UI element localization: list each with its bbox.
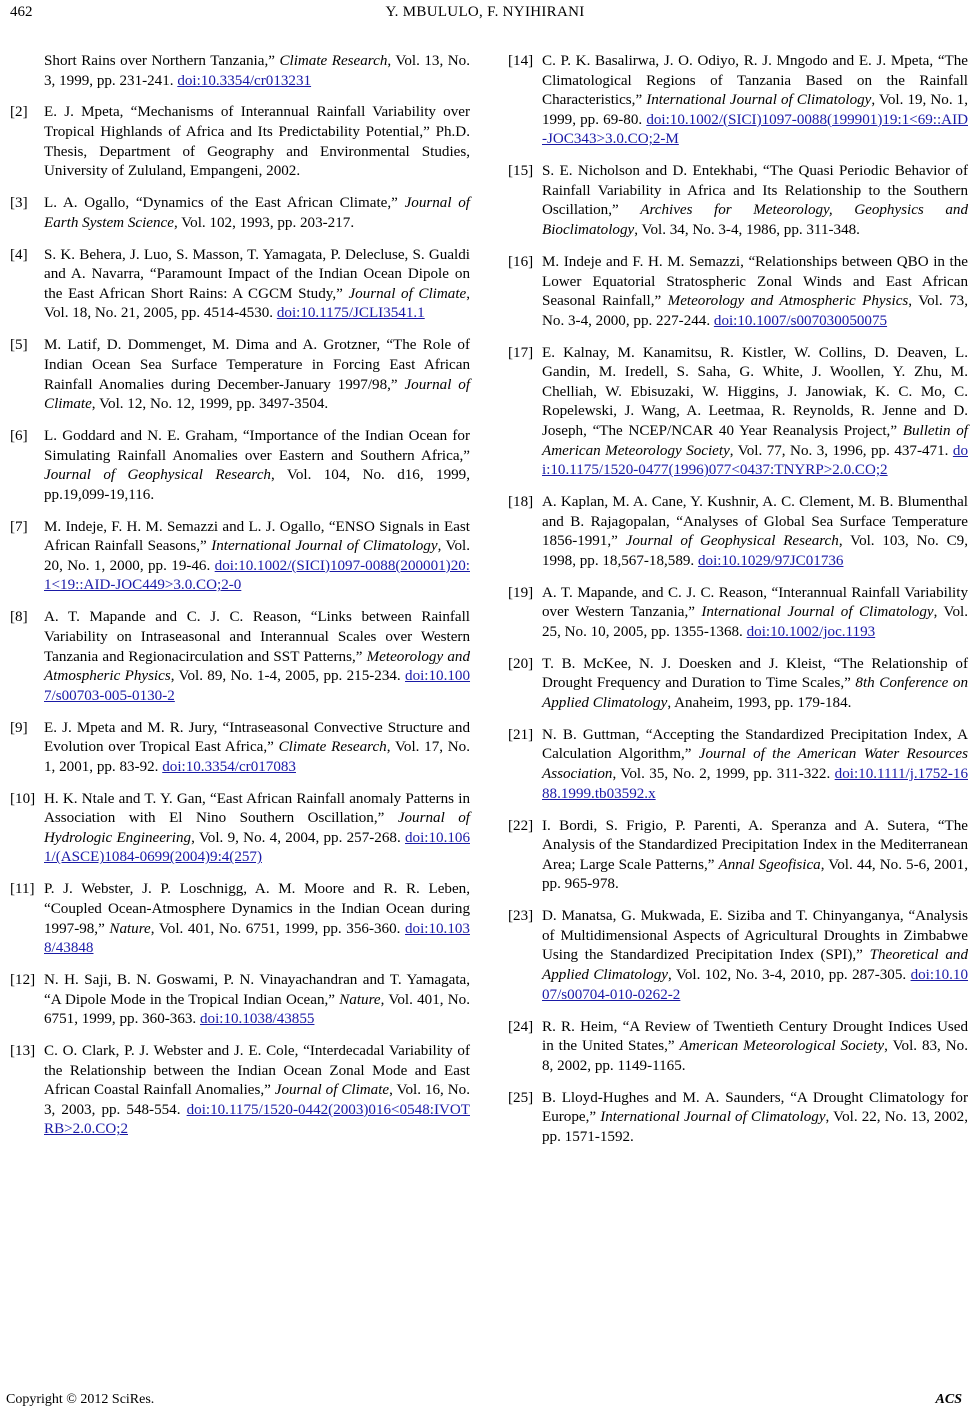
doi-link[interactable]: doi:10.1175/1520-0442(2003)016<0548:IVOTRB>2.0.CO;2 — [44, 1101, 470, 1138]
ref-number: [23] — [508, 908, 534, 925]
doi-link[interactable]: doi:10.1007/s007030050075 — [713, 312, 888, 329]
copyright-notice: Copyright © 2012 SciRes. — [6, 1392, 155, 1407]
ref-details: , Vol. 25, No. 10, 2005, pp. 1355-1368. — [542, 604, 968, 640]
ref-journal: Journal of the American Water Resources Association — [542, 746, 969, 783]
reference-item — [10, 790, 470, 868]
reference-item — [508, 162, 968, 240]
reference-item — [508, 1089, 968, 1148]
reference-item — [10, 971, 470, 1030]
ref-text: A. Kaplan, M. A. Cane, Y. Kushnir, A. C. Clement, M. B. Blumenthal and B. Rajagopalan, “Analyses of Global Sea Surface Temperature 1856-1991,” — [542, 494, 968, 550]
reference-item — [508, 1018, 968, 1077]
doi-link[interactable]: doi:10.1029/97JC01736 — [697, 552, 844, 569]
ref-number: [10] — [10, 790, 36, 807]
ref-text: A. T. Mapande and C. J. C. Reason, “Links between Rainfall Variability on Intraseasonal and Interannual Scales over Western Tanzania and Regionacirculation and SST Patterns,” — [44, 609, 470, 665]
doi-link[interactable]: doi:10.3354/cr013231 — [177, 72, 312, 89]
ref-details: , Vol. 102, No. 3-4, 2010, pp. 287-305. — [667, 967, 911, 984]
ref-journal: International Journal of Climatology — [701, 604, 934, 621]
ref-journal: Archives for Meteorology, Geophysics and Bioclimatology — [542, 202, 968, 239]
ref-text: H. K. Ntale and T. Y. Gan, “East African Rainfall anomaly Patterns in Association with El Nino Southern Oscillation,” — [44, 790, 470, 827]
ref-journal: Journal of Climate — [348, 285, 467, 302]
doi-link[interactable]: doi:10.1002/joc.1193 — [746, 623, 876, 640]
ref-number: [12] — [10, 972, 36, 989]
ref-details: , Vol. 102, 1993, pp. 203-217. — [173, 214, 355, 231]
ref-number: [4] — [10, 246, 28, 263]
running-head: Y. MBULULO, F. NYIHIRANI — [385, 4, 585, 20]
reference-item — [10, 1042, 470, 1140]
ref-number: [2] — [10, 104, 28, 121]
ref-details: , Vol. 401, No. 6751, 1999, pp. 360-363. — [44, 991, 470, 1028]
ref-number: [14] — [508, 53, 534, 69]
ref-details: , Vol. 73, No. 3-4, 2000, pp. 227-244. — [542, 293, 968, 329]
ref-text: M. Indeje, F. H. M. Semazzi and L. J. Ogallo, “ENSO Signals in East African Rainfall Seasons,” — [44, 518, 470, 555]
ref-text: L. A. Ogallo, “Dynamics of the East African Climate,” — [44, 195, 405, 212]
ref-details: , Vol. 18, No. 21, 2005, pp. 4514-4530. — [44, 285, 470, 322]
ref-number: [22] — [508, 817, 534, 834]
right-column — [508, 52, 968, 1160]
reference-item — [10, 719, 470, 778]
ref-text: N. H. Saji, B. N. Goswami, P. N. Vinayachandran and T. Yamagata, “A Dipole Mode in the Tropical Indian Ocean,” — [44, 972, 470, 1008]
ref-journal: Bulletin of American Meteorology Society — [542, 422, 968, 459]
ref-details: , Vol. 401, No. 6751, 1999, pp. 356-360. — [150, 920, 405, 937]
doi-link[interactable]: doi:10.1007/s00703-005-0130-2 — [44, 668, 471, 704]
ref-text: S. K. Behera, J. Luo, S. Masson, T. Yamagata, P. Delecluse, S. Gualdi and A. Navarra, “Paramount Impact of the Indian Ocean Dipole on the East African Short Rains: A CGCM Study,” — [44, 246, 470, 302]
reference-item — [508, 52, 968, 150]
ref-details: , Vol. 35, No. 2, 1999, pp. 311-322. — [612, 766, 835, 783]
ref-number: [5] — [10, 337, 28, 354]
reference-item — [10, 246, 470, 324]
doi-link[interactable]: doi:10.1007/s00704-010-0262-2 — [542, 967, 969, 1003]
ref-details: , Vol. 103, No. C9, 1998, pp. 18,567-18,589. — [542, 533, 968, 569]
reference-item — [10, 103, 470, 181]
doi-link[interactable]: doi:10.1175/JCLI3541.1 — [276, 305, 425, 322]
journal-abbreviation: ACS — [935, 1392, 962, 1407]
ref-journal: Nature — [109, 920, 151, 937]
ref-number: [16] — [508, 253, 534, 270]
ref-details: , Vol. 83, No. 8, 2002, pp. 1149-1165. — [542, 1038, 968, 1074]
left-column — [10, 52, 470, 1152]
page-number: 462 — [10, 4, 33, 20]
ref-text: T. B. McKee, N. J. Doesken and J. Kleist, “The Relationship of Drought Frequency and Duration to Time Scales,” — [542, 655, 968, 692]
ref-text: Short Rains over Northern Tanzania,” — [44, 53, 280, 69]
ref-number: [19] — [508, 584, 534, 601]
doi-link[interactable]: doi:10.1111/j.1752-1688.1999.tb03592.x — [542, 766, 968, 802]
reference-continuation — [10, 52, 470, 91]
ref-number: [13] — [10, 1043, 36, 1060]
ref-journal: Meteorology and Atmospheric Physics — [667, 293, 909, 310]
ref-text: D. Manatsa, G. Mukwada, E. Siziba and T. Chinyanganya, “Analysis of Multidimensional Aspects of Agricultural Droughts in Zimbabwe Using the Standardized Precipitation Index (SPI),” — [542, 908, 968, 964]
ref-details: , Vol. 12, No. 12, 1999, pp. 3497-3504. — [91, 396, 329, 413]
reference-item — [508, 584, 968, 643]
ref-text: S. E. Nicholson and D. Entekhabi, “The Quasi Periodic Behavior of Rainfall Variability in Africa and Its Relationship to the Southern Oscillation,” — [542, 163, 968, 219]
ref-journal: International Journal of Climatology — [600, 1109, 826, 1126]
ref-journal: Nature — [339, 991, 381, 1008]
reference-item — [10, 336, 470, 414]
ref-text: E. Kalnay, M. Kanamitsu, R. Kistler, W. Collins, D. Deaven, L. Gandin, M. Iredell, S. Saha, G. White, J. Woollen, Y. Zhu, M. Chelliah, W. Ebisuzaki, W. Higgins, J. Janowiak, K. C. Mo, C. Ropelewski, J. Wang, A. Leetmaa, R. Reynolds, R. Jenne and D. Joseph, “The NCEP/NCAR 40 Year Reanalysis Project,” — [542, 344, 968, 439]
ref-number: [6] — [10, 427, 28, 444]
ref-text: R. R. Heim, “A Review of Twentieth Century Drought Indices Used in the United States,” — [542, 1018, 968, 1055]
ref-number: [20] — [508, 655, 534, 672]
ref-number: [11] — [10, 881, 35, 898]
ref-details: , Vol. 17, No. 1, 2001, pp. 83-92. — [44, 739, 470, 775]
ref-journal: Climate Research — [279, 53, 388, 69]
ref-details: , Vol. 20, No. 1, 2000, pp. 19-46. — [44, 538, 470, 574]
page-header — [0, 4, 970, 28]
ref-text: E. J. Mpeta and M. R. Jury, “Intraseasonal Convective Structure and Evolution over Tropical East Africa,” — [44, 719, 470, 756]
ref-text: M. Indeje and F. H. M. Semazzi, “Relationships between QBO in the Lower Equatorial Stratospheric Zonal Winds and East African Seasonal Rainfall,” — [542, 253, 968, 310]
ref-journal: Meteorology and Atmospheric Physics — [44, 648, 470, 685]
ref-text: N. B. Guttman, “Accepting the Standardized Precipitation Index, A Calculation Algorithm,” — [542, 726, 968, 763]
ref-text: B. Lloyd-Hughes and M. A. Saunders, “A Drought Climatology for Europe,” — [542, 1089, 968, 1126]
doi-link[interactable]: doi:10.1175/1520-0477(1996)077<0437:TNYRP>2.0.CO;2 — [542, 442, 968, 479]
ref-details: , Vol. 34, No. 3-4, 1986, pp. 311-348. — [634, 222, 860, 239]
doi-link[interactable]: doi:10.3354/cr017083 — [162, 758, 296, 775]
reference-item — [10, 608, 470, 706]
ref-journal: 8th Conference on Applied Climatology — [542, 675, 968, 711]
ref-text: I. Bordi, S. Frigio, P. Parenti, A. Speranza and A. Sutera, “The Analysis of the Standardized Precipitation Index in the Mediterranean Area; Large Scale Patterns,” — [542, 817, 968, 873]
ref-number: [21] — [508, 726, 534, 743]
ref-journal: International Journal of Climatology — [211, 538, 438, 555]
doi-link[interactable]: doi:10.1002/(SICI)1097-0088(200001)20:1<19::AID-JOC449>3.0.CO;2-0 — [44, 557, 470, 594]
ref-journal: American Meteorological Society — [679, 1038, 885, 1055]
ref-details: , Vol. 13, No. 3, 1999, pp. 231-241. — [44, 53, 470, 89]
reference-item — [10, 427, 470, 505]
ref-journal: Journal of Earth System Science — [44, 195, 470, 231]
reference-item — [508, 726, 968, 804]
ref-number: [24] — [508, 1018, 534, 1035]
ref-number: [3] — [10, 195, 28, 212]
ref-journal: International Journal of Climatology — [646, 92, 872, 109]
ref-details: , Vol. 22, No. 13, 2002, pp. 1571-1592. — [542, 1109, 968, 1145]
reference-item — [508, 493, 968, 571]
doi-link[interactable]: doi:10.1038/43855 — [199, 1011, 315, 1028]
ref-number: [7] — [10, 518, 28, 535]
reference-item — [508, 907, 968, 1005]
ref-number: [8] — [10, 609, 28, 626]
ref-text: C. P. K. Basalirwa, J. O. Odiyo, R. J. Mngodo and E. J. Mpeta, “The Climatological Regions of Tanzania Based on the Rainfall Characteristics,” — [542, 53, 968, 109]
ref-details: , Vol. 19, No. 1, 1999, pp. 69-80. — [542, 92, 968, 128]
reference-item — [508, 253, 968, 331]
doi-link[interactable]: doi:10.1038/43848 — [44, 920, 470, 957]
ref-journal: Journal of Hydrologic Engineering — [44, 810, 470, 846]
ref-journal: Climate Research — [278, 739, 387, 756]
ref-text: P. J. Webster, J. P. Loschnigg, A. M. Moore and R. R. Leben, “Coupled Ocean-Atmosphere Dynamics in the Indian Ocean during 1997-98,” — [44, 881, 470, 937]
ref-journal: Annal Sgeofisica — [718, 856, 821, 873]
ref-text: C. O. Clark, P. J. Webster and J. E. Cole, “Interdecadal Variability of the Relationship between the Indian Ocean Zonal Mode and East African Coastal Rainfall Anomalies,” — [44, 1043, 470, 1099]
ref-number: [17] — [508, 344, 534, 361]
ref-text: L. Goddard and N. E. Graham, “Importance of the Indian Ocean for Simulating Rainfall Anomalies over Eastern and Southern Africa,” — [44, 427, 470, 464]
doi-link[interactable]: doi:10.1002/(SICI)1097-0088(199901)19:1<69::AID-JOC343>3.0.CO;2-M — [542, 111, 968, 148]
ref-details: , Vol. 89, No. 1-4, 2005, pp. 215-234. — [170, 668, 406, 685]
ref-details: , Vol. 77, No. 3, 1996, pp. 437-471. — [729, 442, 953, 459]
reference-item — [10, 194, 470, 233]
ref-text: A. T. Mapande, and C. J. C. Reason, “Interannual Rainfall Variability over Western Tanzania,” — [542, 584, 968, 621]
ref-journal: Journal of Climate — [274, 1082, 390, 1099]
ref-details: , Vol. 104, No. d16, 1999, pp.19,099-19,116. — [44, 467, 470, 503]
reference-item — [508, 344, 968, 481]
reference-item — [508, 655, 968, 714]
ref-text: E. J. Mpeta, “Mechanisms of Interannual Rainfall Variability over Tropical Highlands of Africa and Its Predictability Potential,” Ph.D. Thesis, Department of Geography and Environmental Studies, University of Zululand, Empangeni, 2002. — [44, 104, 470, 180]
ref-journal: Journal of Geophysical Research — [44, 467, 271, 484]
ref-number: [9] — [10, 719, 28, 736]
ref-journal: Journal of Climate — [44, 376, 471, 413]
ref-number: [18] — [508, 494, 534, 511]
ref-details: , Anaheim, 1993, pp. 179-184. — [667, 695, 852, 711]
ref-number: [15] — [508, 163, 534, 180]
ref-details: , Vol. 9, No. 4, 2004, pp. 257-268. — [191, 829, 405, 846]
doi-link[interactable]: doi:10.1061/(ASCE)1084-0699(2004)9:4(257) — [44, 829, 470, 866]
reference-item — [10, 880, 470, 958]
ref-text: M. Latif, D. Dommenget, M. Dima and A. Grotzner, “The Role of Indian Ocean Sea Surface Temperature in Forcing East African Rainfall Anomalies during December-January 1997/98,” — [44, 337, 470, 393]
reference-item — [508, 817, 968, 895]
ref-journal: Journal of Geophysical Research — [625, 533, 839, 550]
ref-details: , Vol. 16, No. 3, 2003, pp. 548-554. — [44, 1082, 470, 1118]
ref-details: , Vol. 44, No. 5-6, 2001, pp. 965-978. — [542, 856, 968, 893]
ref-journal: Theoretical and Applied Climatology — [542, 947, 968, 984]
reference-item — [10, 518, 470, 596]
ref-number: [25] — [508, 1089, 534, 1106]
